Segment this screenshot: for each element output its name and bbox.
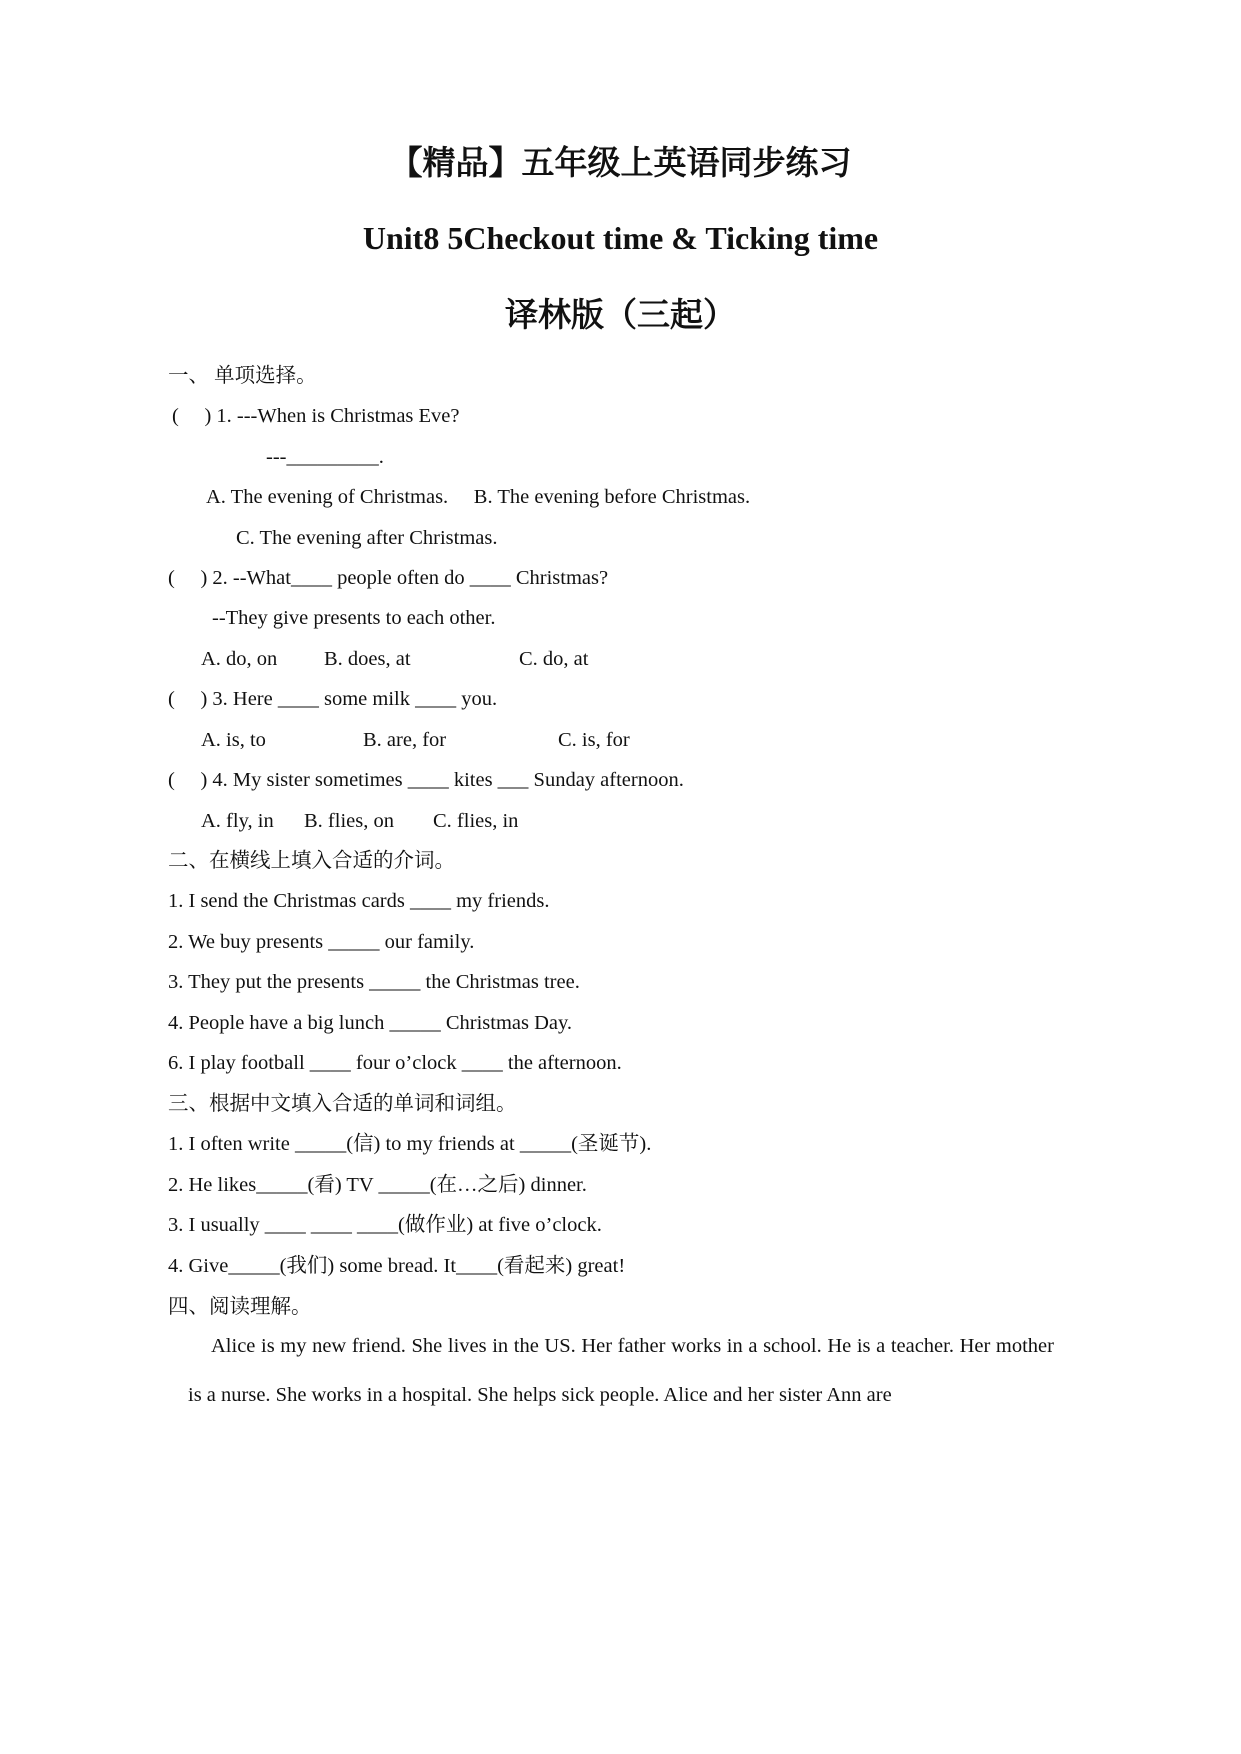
edition-label: 译林版（三起） [505,298,736,334]
question-1-options-ab: A. The evening of Christmas. B. The evening before Christmas. [206,486,751,508]
prep-item-4: 4. People have a big lunch _____ Christmas Day. [168,1012,573,1034]
question-3-option-c: C. is, for [558,729,630,751]
question-2-response: --They give presents to each other. [212,607,496,629]
question-2-option-a: A. do, on [201,648,278,670]
fill-item-4: 4. Give_____(我们) some bread. It____(看起来) great! [168,1255,626,1277]
section1-heading: 一、 单项选择。 [168,365,317,387]
prep-item-6: 6. I play football ____ four o’clock ____ the afternoon. [168,1052,622,1074]
section3-heading: 三、根据中文填入合适的单词和词组。 [168,1093,517,1115]
question-2-option-c: C. do, at [519,648,589,670]
question-3-option-a: A. is, to [201,729,266,751]
question-4-option-c: C. flies, in [433,810,519,832]
question-1-answer-line: ---_________. [266,446,384,468]
fill-item-2: 2. He likes_____(看) TV _____(在…之后) dinner. [168,1174,587,1196]
fill-item-3: 3. I usually ____ ____ ____(做作业) at five o’clock. [168,1214,602,1236]
question-4-option-a: A. fly, in [201,810,274,832]
question-1-option-c: C. The evening after Christmas. [236,527,498,549]
prep-item-2: 2. We buy presents _____ our family. [168,931,475,953]
worksheet-title: 【精品】五年级上英语同步练习 [389,146,852,182]
reading-passage: Alice is my new friend. She lives in the US. Her father works in a school. He is a teacher. Her mother is a nurse. She works in a hospital. She helps sick people. Alice and her sister Ann are [188,1335,1054,1406]
question-1-stem: ( ) 1. ---When is Christmas Eve? [172,405,460,427]
question-4-option-b: B. flies, on [304,810,394,832]
question-3-stem: ( ) 3. Here ____ some milk ____ you. [168,688,498,710]
prep-item-1: 1. I send the Christmas cards ____ my friends. [168,890,550,912]
section2-heading: 二、在横线上填入合适的介词。 [168,850,455,872]
fill-item-1: 1. I often write _____(信) to my friends at _____(圣诞节). [168,1133,652,1155]
question-2-stem: ( ) 2. --What____ people often do ____ Christmas? [168,567,609,589]
section4-heading: 四、阅读理解。 [168,1296,312,1318]
question-2-option-b: B. does, at [324,648,411,670]
question-4-stem: ( ) 4. My sister sometimes ____ kites ___ Sunday afternoon. [168,769,684,791]
question-3-option-b: B. are, for [363,729,447,751]
prep-item-3: 3. They put the presents _____ the Christmas tree. [168,971,580,993]
unit-title: Unit8 5Checkout time & Ticking time [362,220,879,256]
